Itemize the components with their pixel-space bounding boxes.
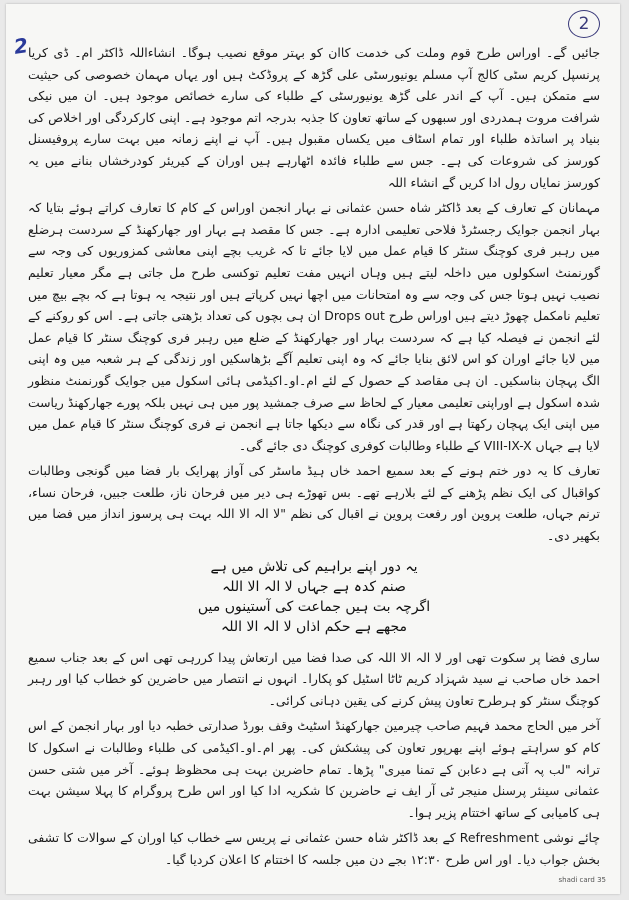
circled-page-number: 2 [568,10,600,38]
handwritten-page-number: 2 [12,33,30,59]
paragraph: چائے نوشی Refreshment کے بعد ڈاکٹر شاہ حسن عثمانی نے پریس سے خطاب کیا اوران کے سوالات کا تشفی بخش جواب دیا۔ اور اس طرح ۱۲:۳۰ بجے دن میں جلسہ کا اختتام کا اعلان کردیا گیا۔ [28,830,600,867]
poem-line: اگرچہ بت ہیں جماعت کی آستینوں میں [197,598,431,615]
paragraph: آخر میں الحاج محمد فہیم صاحب چیرمین جھارکھنڈ اسٹیٹ وقف بورڈ صدارتی خطبہ دیا اور بہار انجمن کے اس کام کو سراہتے ہوئے اپنے بھرپور تعاون کی پیشکش کی۔ پھر ام۔او۔اکیڈمی کی طلباء وطالبات نے اسکول کا ترانہ "لب پہ آتی ہے دعابن کے تمنا میری" پڑھا۔ تمام حاضرین بہت ہی محظوظ ہوئے۔ آخر میں شتی حسن عثمانی سینئر پرسنل منیجر ٹی آر ایف نے حاضرین کا شکریہ ادا کیا اور اس طرح پروگرام کا پہلا سیشن بہت ہی کامیابی کے ساتھ اختتام پزیر ہوا۔ [28,718,600,820]
paragraph: تعارف کا یہ دور ختم ہونے کے بعد سمیع احمد خاں ہیڈ ماسٹر کی آواز پھرایک بار فضا میں گونجی وطالبات کواقبال کی ایک نظم پڑھنے کے لئے بلارہے تھے۔ بس تھوڑے ہی دیر میں فرحان ناز، طلعت جبیں، فرحان نساء، ترنم جہاں، طلعت پروین اور رفعت پروین نے اقبال کی نظم "لا الہ الا اللہ بہت ہی پرسوز انداز میں فضا میں بکھیر دی۔ [28,463,600,544]
document-page [6,4,620,894]
paragraph: جائیں گے۔ اوراس طرح قوم وملت کی خدمت کاان کو بہتر موقع نصیب ہوگا۔ انشاءاللہ ڈاکٹر ام۔ ڈی کریا پرنسپل کریم سٹی کالج آپ مسلم یونیورسٹی علی گڑھ کے پروڈکٹ ہیں اور یہاں مہمان خصوصی کی حیثیت سے متمکن ہیں۔ آپ کے اندر علی گڑھ یونیورسٹی کے طلباء کی سارے خصائص موجود ہیں۔ ان میں نیکی شرافت مروت ہمدردی اور سبھوں کے ساتھ تعاون کا جذبہ بدرجہ اتم موجود ہے۔ اپنی کارکردگی اور اخلاص کی بنیاد پر اساتذہ طلباء اور تمام اسٹاف میں یکساں مقبول ہیں۔ آپ نے اپنے زمانہ میں بہت سارے پروفیسنل کورسز کی شروعات کی ہے۔ جس سے طلباء فائدہ اٹھارہے ہیں اوران کے کیریئر کودرخشاں بنانے میں یہ کورسز نمایاں رول ادا کریں گے انشاء اللہ [28,45,600,190]
paragraph: ساری فضا پر سکوت تھی اور لا الہ الا اللہ کی صدا فضا میں ارتعاش پیدا کررہی تھی اس کے بعد جناب سمیع احمد خاں صاحب نے سید شہزاد کریم ٹاٹا اسٹیل کو پکارا۔ انہوں نے انتصار میں حاضرین کو خطاب کیا اور رہبر کوچنگ سنٹر کو ہرطرح تعاون پیش کرنے کی یقین دہانی کرائی۔ [28,649,600,708]
poem-block [164,557,464,637]
poem-line: صنم کدہ ہے جہاں لا الہ الا اللہ [222,578,406,595]
paragraph: مہمانان کے تعارف کے بعد ڈاکٹر شاہ حسن عثمانی نے بہار انجمن اوراس کے کام کا تعارف کراتے ہوئے بتایا کہ بہار انجمن جوایک رجسٹرڈ فلاحی تعلیمی ادارہ ہے۔ جس کا مقصد ہے بہار اور جھارکھنڈ کے سردست ہرضلع میں رہبر فری کوچنگ سنٹر کا قیام عمل میں لایا جائے تا کہ غریب بچے اپنی معاشی کمزوریوں کی وجہ سے گورنمنٹ اسکولوں میں داخلہ لیتے ہیں وہاں انہیں مفت تعلیم توکسی طرح مل جاتی ہے مگر معیار تعلیم نصیب نہیں ہوتا جس کی وجہ سے وہ امتحانات میں اچھا نہیں کرپاتے ہیں اور نتیجہ یہ ہوتا ہے کہ بچے بیچ میں تعلیم نامکمل چھوڑ دیتے ہیں اوراس طرح Drops out ان ہی بچوں کی تعداد بڑھتی جاتی ہے۔ اس کو روکنے کے لئے انجمن نے فیصلہ کیا ہے کہ سردست بہار اور جھارکھنڈ کے ضلع میں رہبر فری کوچنگ سنٹر کا قیام عمل میں لایا جائے اوران کو اس لائق بنایا جائے کہ وہ اپنی تعلیم آگے بڑھاسکیں اور زندگی کے ہر شعبہ میں وہ اپنی الگ پہچان بناسکیں۔ ان ہی مقاصد کے حصول کے لئے ام۔او۔اکیڈمی ہائی اسکول میں جوایک گورنمنٹ منظور شدہ اسکول ہے اوراپنی تعلیمی معیار کے لحاظ سے صرف جمشید پور میں ہی نہیں بلکہ پورے جھارکھنڈ ریاست میں اپنی ایک پہچان رکھتا ہے اور قدر کی نگاہ سے دیکھا جاتا ہے انجمن نے فری کوچنگ سنٹر کا قیام عمل میں لایا ہے جہاں VIII-IX-X کے طلباء وطالبات کوفری کوچنگ دی جائے گی۔ [28,200,600,453]
footer-note: shadi card 35 [558,876,606,884]
poem-line: یہ دور اپنے براہیم کی تلاش میں ہے [210,558,418,575]
document-body [28,42,600,875]
poem-line: مجھے ہے حکم اذاں لا الہ الا اللہ [221,618,407,635]
